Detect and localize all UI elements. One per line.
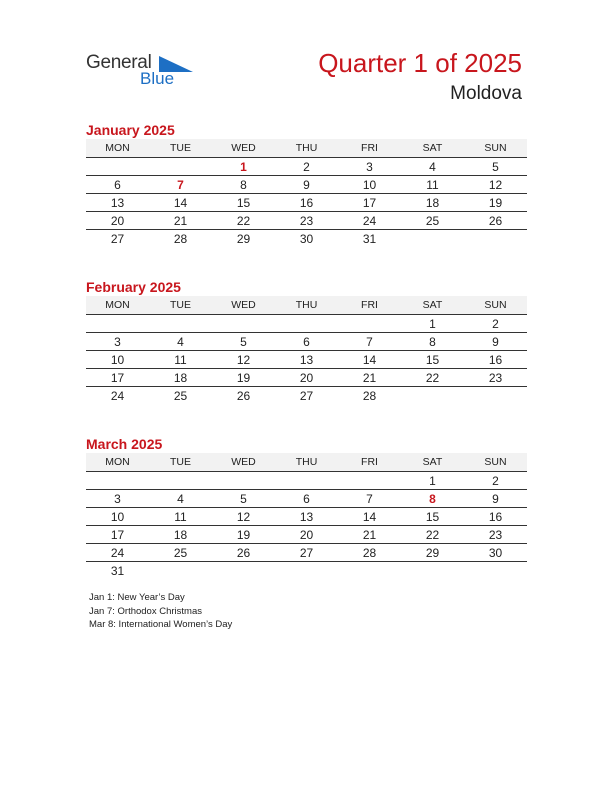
day-cell	[212, 472, 275, 490]
day-cell: 11	[149, 351, 212, 369]
day-cell: 3	[86, 333, 149, 351]
day-cell: 12	[212, 351, 275, 369]
weekday-header: MON	[86, 453, 149, 472]
day-cell: 10	[86, 508, 149, 526]
day-cell: 7	[338, 333, 401, 351]
month-title: January 2025	[86, 122, 175, 138]
day-cell: 24	[338, 212, 401, 230]
day-cell: 22	[212, 212, 275, 230]
day-cell: 12	[212, 508, 275, 526]
day-cell: 21	[338, 526, 401, 544]
weekday-header: WED	[212, 296, 275, 315]
day-cell: 16	[464, 351, 527, 369]
day-cell: 19	[464, 194, 527, 212]
holiday-note: Jan 7: Orthodox Christmas	[89, 605, 202, 617]
day-cell: 27	[110, 231, 125, 246]
day-cell: 13	[86, 194, 149, 212]
day-cell: 9	[275, 176, 338, 194]
day-cell: 21	[149, 212, 212, 230]
day-cell: 2	[464, 315, 527, 333]
day-cell: 4	[149, 490, 212, 508]
weekday-header: THU	[275, 296, 338, 315]
day-cell: 7	[149, 176, 212, 194]
day-cell: 15	[401, 508, 464, 526]
week-row	[86, 526, 527, 544]
day-cell: 28	[362, 388, 377, 403]
day-cell: 14	[338, 351, 401, 369]
day-cell: 30	[464, 544, 527, 562]
day-cell: 1	[401, 315, 464, 333]
weekday-header: SUN	[464, 453, 527, 472]
logo	[86, 52, 196, 92]
day-cell: 29	[401, 544, 464, 562]
day-cell: 22	[401, 369, 464, 387]
day-cell: 16	[275, 194, 338, 212]
page-title: Quarter 1 of 2025	[318, 48, 522, 78]
weekday-header: THU	[275, 139, 338, 158]
weekday-header: FRI	[338, 139, 401, 158]
week-row	[86, 508, 527, 526]
week-row	[86, 369, 527, 387]
logo-general-text: General	[86, 52, 152, 73]
day-cell: 15	[212, 194, 275, 212]
day-cell: 31	[110, 563, 125, 578]
month-title: February 2025	[86, 279, 181, 295]
holiday-notes	[89, 591, 232, 632]
day-cell: 13	[275, 351, 338, 369]
day-cell: 19	[212, 369, 275, 387]
day-cell: 8	[212, 176, 275, 194]
calendar-grid	[86, 453, 527, 579]
day-cell: 4	[401, 158, 464, 176]
weekday-header: WED	[212, 453, 275, 472]
day-cell: 20	[86, 212, 149, 230]
day-cell: 26	[212, 544, 275, 562]
calendar-grid	[86, 139, 527, 247]
day-cell	[338, 315, 401, 333]
day-cell: 18	[149, 369, 212, 387]
day-cell	[86, 315, 149, 333]
day-cell	[275, 315, 338, 333]
week-row	[86, 315, 527, 333]
day-cell: 16	[464, 508, 527, 526]
weekday-header: TUE	[149, 453, 212, 472]
week-row	[86, 562, 527, 580]
day-cell: 14	[149, 194, 212, 212]
week-row	[86, 158, 527, 176]
day-cell: 2	[275, 158, 338, 176]
day-cell: 30	[299, 231, 314, 246]
day-cell: 2	[464, 472, 527, 490]
country-name: Moldova	[450, 83, 522, 104]
day-cell: 20	[275, 369, 338, 387]
weekday-header: SUN	[464, 296, 527, 315]
weekday-header: SAT	[401, 139, 464, 158]
day-cell	[149, 472, 212, 490]
holiday-note: Mar 8: International Women’s Day	[89, 619, 233, 630]
day-cell: 23	[275, 212, 338, 230]
day-cell	[401, 562, 464, 580]
day-cell	[401, 230, 464, 248]
day-cell: 1	[212, 158, 275, 176]
week-row	[86, 387, 527, 405]
day-cell	[338, 472, 401, 490]
day-cell	[464, 562, 527, 580]
day-cell: 21	[338, 369, 401, 387]
day-cell: 17	[86, 369, 149, 387]
day-cell: 25	[149, 544, 212, 562]
week-row	[86, 351, 527, 369]
day-cell	[86, 158, 149, 176]
day-cell: 22	[401, 526, 464, 544]
day-cell: 10	[86, 351, 149, 369]
day-cell	[338, 562, 401, 580]
day-cell: 5	[212, 333, 275, 351]
day-cell: 6	[275, 490, 338, 508]
day-cell	[149, 158, 212, 176]
day-cell	[464, 387, 527, 405]
week-row	[86, 194, 527, 212]
weekday-header: TUE	[149, 139, 212, 158]
day-cell	[149, 315, 212, 333]
week-row	[86, 490, 527, 508]
day-cell: 28	[173, 231, 188, 246]
day-cell: 18	[149, 526, 212, 544]
weekday-header: TUE	[149, 296, 212, 315]
day-cell: 14	[338, 508, 401, 526]
day-cell: 23	[464, 526, 527, 544]
day-cell: 20	[275, 526, 338, 544]
day-cell: 17	[86, 526, 149, 544]
day-cell: 7	[338, 490, 401, 508]
week-row	[86, 176, 527, 194]
day-cell	[212, 562, 275, 580]
day-cell	[275, 472, 338, 490]
day-cell: 6	[275, 333, 338, 351]
day-cell: 3	[86, 490, 149, 508]
day-cell: 11	[401, 176, 464, 194]
day-cell	[275, 562, 338, 580]
day-cell: 25	[173, 388, 188, 403]
day-cell: 31	[362, 231, 377, 246]
weekday-header: THU	[275, 453, 338, 472]
month-title: March 2025	[86, 436, 163, 452]
day-cell: 9	[464, 490, 527, 508]
day-cell: 15	[401, 351, 464, 369]
day-cell: 27	[299, 388, 314, 403]
weekday-header: SAT	[401, 453, 464, 472]
day-cell: 17	[338, 194, 401, 212]
day-cell: 3	[338, 158, 401, 176]
month-january	[86, 121, 527, 247]
weekday-header: MON	[86, 296, 149, 315]
week-row	[86, 544, 527, 562]
day-cell: 26	[236, 388, 251, 403]
day-cell	[86, 472, 149, 490]
day-cell	[212, 315, 275, 333]
day-cell: 9	[464, 333, 527, 351]
day-cell: 12	[464, 176, 527, 194]
weekday-header: FRI	[338, 453, 401, 472]
week-row	[86, 472, 527, 490]
day-cell	[464, 230, 527, 248]
day-cell	[149, 562, 212, 580]
day-cell: 24	[110, 388, 125, 403]
day-cell: 23	[464, 369, 527, 387]
weekday-header: SAT	[401, 296, 464, 315]
month-february	[86, 278, 527, 404]
day-cell: 6	[86, 176, 149, 194]
holiday-note: Jan 1: New Year’s Day	[89, 592, 185, 603]
weekday-header: FRI	[338, 296, 401, 315]
day-cell: 28	[338, 544, 401, 562]
week-row	[86, 212, 527, 230]
calendar-grid	[86, 296, 527, 404]
logo-blue-text: Blue	[140, 69, 175, 88]
day-cell: 19	[212, 526, 275, 544]
day-cell: 24	[86, 544, 149, 562]
weekday-header: WED	[212, 139, 275, 158]
week-row	[86, 333, 527, 351]
day-cell: 18	[401, 194, 464, 212]
day-cell: 27	[275, 544, 338, 562]
day-cell	[401, 387, 464, 405]
month-march	[86, 435, 527, 579]
week-row	[86, 230, 527, 248]
day-cell: 11	[149, 508, 212, 526]
day-cell: 8	[401, 490, 464, 508]
weekday-header: SUN	[464, 139, 527, 158]
day-cell: 13	[275, 508, 338, 526]
day-cell: 8	[401, 333, 464, 351]
day-cell: 26	[464, 212, 527, 230]
day-cell: 1	[401, 472, 464, 490]
day-cell: 25	[401, 212, 464, 230]
weekday-header: MON	[86, 139, 149, 158]
day-cell: 5	[212, 490, 275, 508]
day-cell: 29	[236, 231, 251, 246]
day-cell: 5	[464, 158, 527, 176]
day-cell: 10	[338, 176, 401, 194]
day-cell: 4	[149, 333, 212, 351]
